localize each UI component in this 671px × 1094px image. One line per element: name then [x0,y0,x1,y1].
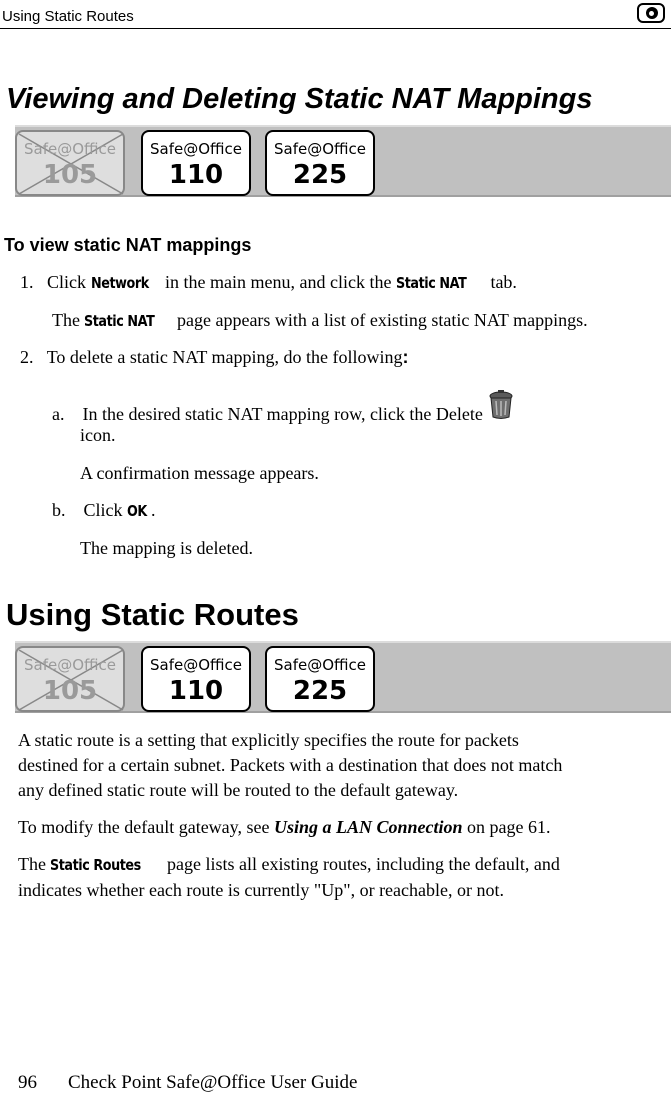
para-text: page lists all existing routes, including the default, and [162,854,560,874]
paragraph-default-gateway [18,815,663,840]
ui-label-static-nat: Static NAT [84,312,155,330]
sub-step-text: . [151,500,156,520]
badge-model: 225 [292,160,348,190]
step-colon: : [402,347,409,367]
step-number: 2. [20,347,34,367]
badge-model: 105 [42,676,98,706]
sub-step-b-result: The mapping is deleted. [80,538,253,558]
para-text: The [18,854,51,874]
paragraph-static-routes-page [18,852,663,903]
step-text: in the main menu, and click the [160,272,396,292]
step-text: Click [47,272,91,292]
model-badge-110 [141,130,251,196]
model-banner-routes [15,641,381,713]
step-2 [20,347,409,368]
eye-icon [637,3,665,23]
para-line: indicates whether each route is currently "Up", or reachable, or not. [18,880,504,900]
trash-icon [487,400,515,426]
para-line: A static route is a setting that explicitly specifies the route for packets [18,730,519,750]
model-badge-225 [265,130,375,196]
para-text: on page 61. [462,817,551,837]
badge-model: 225 [292,676,348,706]
sub-step-a-tail: icon. [80,425,116,445]
model-badge-225 [265,646,375,712]
cross-reference-link[interactable]: Using a LAN Connection [273,817,463,837]
para-line: any defined static route will be routed to the default gateway. [18,780,459,800]
step-text: tab. [485,272,517,292]
badge-model: 110 [168,676,224,706]
model-banner-nat [15,125,671,197]
step-1-result [52,310,588,331]
ui-label-static-nat: Static NAT [395,274,467,292]
banner-extension [381,641,671,713]
sub-step-a [52,400,515,426]
result-text: page appears with a list of existing static NAT mappings. [172,310,588,330]
running-header: Using Static Routes [2,8,134,25]
header-divider [0,28,671,29]
badge-model: 105 [42,160,98,190]
badge-model: 110 [168,160,224,190]
section-title-static-routes: Using Static Routes [6,597,299,632]
badge-brand: Safe@Office [23,656,116,674]
sub-step-letter: a. [52,404,65,424]
procedure-title: To view static NAT mappings [4,235,252,255]
step-number: 1. [20,272,34,292]
sub-step-a-result: A confirmation message appears. [80,463,319,483]
para-line: destined for a certain subnet. Packets with a destination that does not match [18,755,563,775]
model-badge-105 [15,646,125,712]
footer-title: Check Point Safe@Office User Guide [68,1072,358,1093]
step-1 [20,272,517,293]
ui-label-ok: OK [127,502,147,520]
sub-step-b [52,500,156,521]
paragraph-static-route-definition [18,728,663,803]
page-footer [18,1072,357,1094]
result-text: The [52,310,85,330]
model-badge-110 [141,646,251,712]
badge-brand: Safe@Office [23,140,116,158]
ui-label-network: Network [90,274,149,292]
section-title-nat: Viewing and Deleting Static NAT Mappings [6,83,593,115]
para-text: To modify the default gateway, see [18,817,274,837]
step-text: To delete a static NAT mapping, do the following [46,347,403,367]
sub-step-text: In the desired static NAT mapping row, click the Delete [82,404,483,424]
ui-label-static-routes: Static Routes [50,856,142,874]
badge-brand: Safe@Office [149,140,242,158]
sub-step-letter: b. [52,500,66,520]
badge-brand: Safe@Office [273,656,366,674]
badge-brand: Safe@Office [273,140,366,158]
page-number: 96 [18,1072,37,1093]
model-badge-105 [15,130,125,196]
badge-brand: Safe@Office [149,656,242,674]
sub-step-text: Click [83,500,127,520]
